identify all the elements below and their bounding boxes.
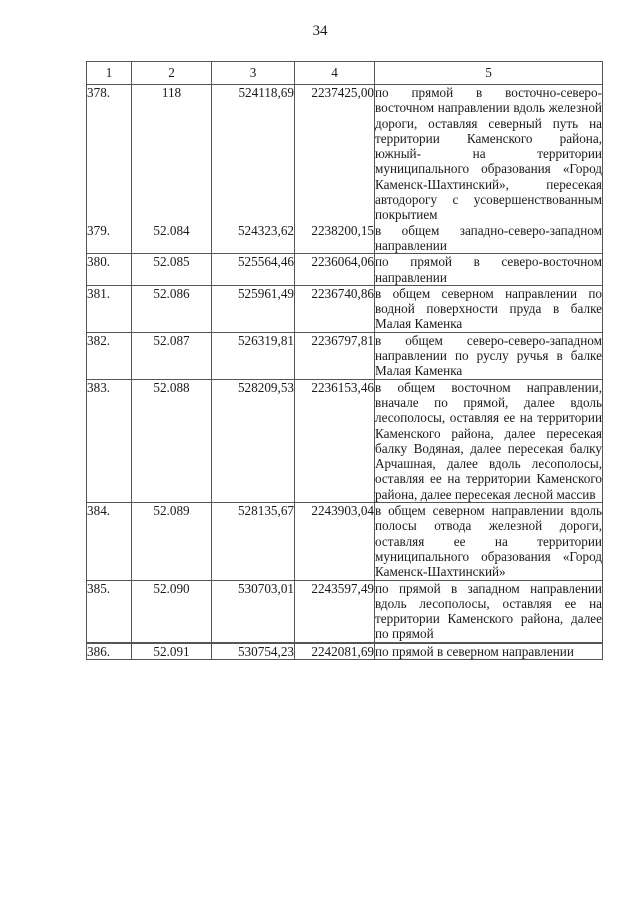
coord-x: 526319,81 <box>212 332 295 379</box>
row-number: 381. <box>87 285 132 332</box>
header-col-1: 1 <box>87 62 132 85</box>
coord-y: 2243903,04 <box>295 503 375 580</box>
row-number: 386. <box>87 643 132 660</box>
coord-x: 524323,62 <box>212 223 295 254</box>
coord-y: 2236064,06 <box>295 254 375 286</box>
coord-y: 2242081,69 <box>295 643 375 660</box>
description: по прямой в северном направлении <box>375 643 603 660</box>
row-number: 385. <box>87 580 132 643</box>
coord-y: 2237425,00 <box>295 85 375 223</box>
point-id: 52.090 <box>132 580 212 643</box>
boundary-table <box>86 61 603 660</box>
header-col-2: 2 <box>132 62 212 85</box>
coord-y: 2236797,81 <box>295 332 375 379</box>
description: по прямой в западном направлении вдоль лесополосы, оставляя ее на территории Каменского района, далее по прямой <box>375 580 602 642</box>
description: в общем восточном направлении, вначале по прямой, далее вдоль лесополосы, оставляя ее на территории Каменского района, далее пересекая балку Водяная, далее пересекая балку Арчашная, далее вдоль лесополосы, оставляя ее на территории Каменского района, далее пересекая лесной массив <box>375 379 602 502</box>
point-id: 52.088 <box>132 379 212 502</box>
row-number: 380. <box>87 254 132 286</box>
table-row <box>87 379 603 502</box>
header-col-3: 3 <box>212 62 295 85</box>
table-row <box>87 223 603 254</box>
point-id: 52.087 <box>132 332 212 379</box>
coord-y: 2238200,15 <box>295 223 375 254</box>
row-number: 378. <box>87 85 132 223</box>
table-header-row <box>87 62 603 85</box>
description: в общем западно-северо-западном направлении <box>375 222 602 253</box>
coord-x: 530703,01 <box>212 580 295 643</box>
point-id: 52.091 <box>132 643 212 660</box>
coord-x: 525564,46 <box>212 254 295 286</box>
coord-x: 524118,69 <box>212 85 295 223</box>
point-id: 52.085 <box>132 254 212 286</box>
coord-y: 2236740,86 <box>295 285 375 332</box>
table-row <box>87 85 603 223</box>
point-id: 52.084 <box>132 223 212 254</box>
row-number: 382. <box>87 332 132 379</box>
table-row <box>87 332 603 379</box>
table-row <box>87 285 603 332</box>
table-row <box>87 503 603 580</box>
description: по прямой в северо-восточном направлении <box>375 254 602 285</box>
row-number: 383. <box>87 379 132 502</box>
description: в общем северо-северо-западном направлении по руслу ручья в балке Малая Каменка <box>375 332 602 379</box>
coord-x: 530754,23 <box>212 643 295 660</box>
coord-x: 525961,49 <box>212 285 295 332</box>
point-id: 52.086 <box>132 285 212 332</box>
header-col-5: 5 <box>375 62 603 85</box>
page-number: 34 <box>312 23 328 39</box>
coord-y: 2236153,46 <box>295 379 375 502</box>
header-col-4: 4 <box>295 62 375 85</box>
description: по прямой в восточно-северо-восточном направлении вдоль железной дороги, оставляя северный путь на территории Каменского района, южный- на территории муниципального образования «Город Каменск-Шахтинский», пересекая автодорогу с усовершенствованным покрытием <box>375 85 602 223</box>
coord-x: 528209,53 <box>212 379 295 502</box>
point-id: 52.089 <box>132 503 212 580</box>
coord-x: 528135,67 <box>212 503 295 580</box>
description: в общем северном направлении по водной поверхности пруда в балке Малая Каменка <box>375 285 602 332</box>
table-row <box>87 580 603 643</box>
table-row <box>87 254 603 286</box>
description: в общем северном направлении вдоль полосы отвода железной дороги, оставляя ее на территории муниципального образования «Город Каменск-Шахтинский» <box>375 503 602 580</box>
coord-y: 2243597,49 <box>295 580 375 643</box>
point-id: 118 <box>132 85 212 223</box>
table-row <box>87 643 603 660</box>
row-number: 384. <box>87 503 132 580</box>
row-number: 379. <box>87 223 132 254</box>
